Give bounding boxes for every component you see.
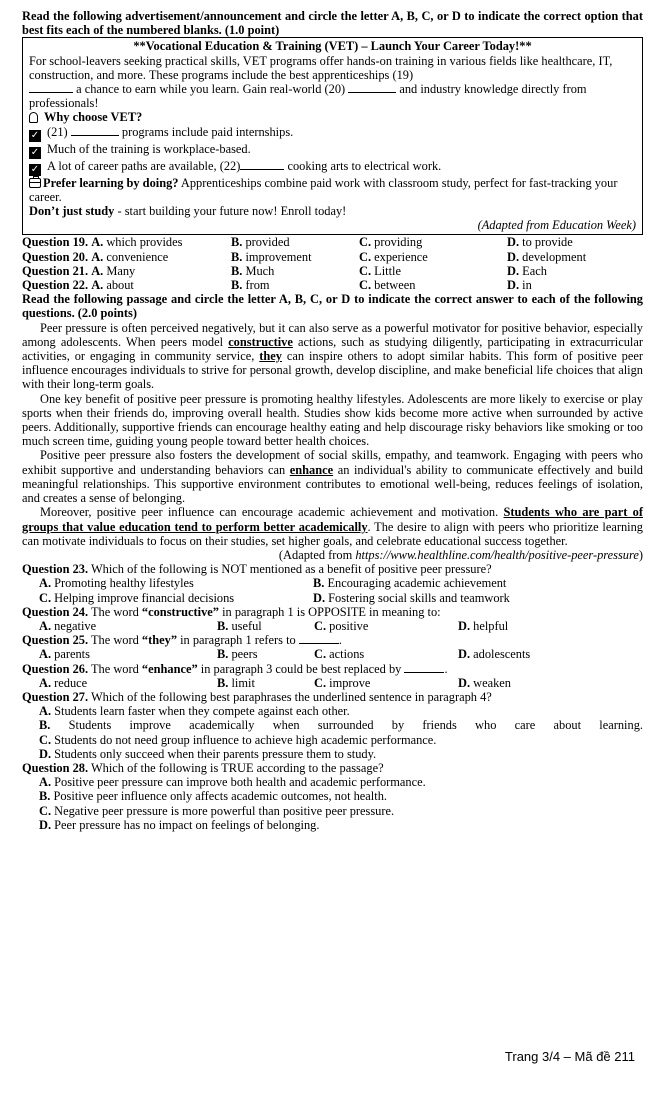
q22-c-text: between (371, 278, 416, 293)
blank-22 (240, 159, 284, 170)
bullet-2-text: Much of the training is workplace-based. (47, 141, 251, 156)
q26-options (22, 676, 643, 690)
q27-c: C. Students do not need group influence to achieve high academic performance. (39, 732, 437, 747)
q26-a-text: reduce (51, 675, 88, 690)
q25-text-b: in paragraph 1 refers to (177, 633, 296, 648)
q21-a-text: Many (103, 263, 136, 278)
q21-c-letter: C. (359, 263, 372, 278)
q24-a: A. negative (39, 618, 97, 633)
q25-c: C. actions (314, 647, 365, 662)
q23-d-text: Fostering social skills and teamwork (325, 590, 510, 605)
q27-b: B. Students improve academically when surrounded by friends who care about learning. (39, 718, 643, 733)
q24-text-b: in paragraph 1 is OPPOSITE in meaning to: (219, 604, 441, 619)
q25-label: Question 25. (22, 633, 89, 648)
q23-c-text: Helping improve financial decisions (51, 590, 235, 605)
q27-c-text: Students do not need group influence to achieve high academic performance. (51, 732, 437, 747)
q28-a-text: Positive peer pressure can improve both health and academic performance. (51, 775, 426, 790)
ad-source: (Adapted from Education Week) (477, 218, 636, 233)
q28-c-text: Negative peer pressure is more powerful than positive peer pressure. (51, 803, 395, 818)
p3-b: an individual's ability to communicate effectively and build meaningful relationships. This supportive environment contributes to emotional well-being, reduces feelings of isolation, and creates a sense of belonging. (22, 462, 643, 506)
q26-a: A. reduce (39, 675, 88, 690)
q19-b (231, 235, 359, 249)
q22-d-text: in (519, 278, 532, 293)
p1-c: can inspire others to adopt similar habits. This form of positive peer influence encourages individuals to strive for personal growth, develop discipline, and make beneficial life choices that align with their long-term goals. (22, 349, 643, 392)
question-22 (22, 278, 643, 292)
q20-b (231, 250, 359, 264)
q21-c-text: Little (371, 263, 401, 278)
q22-c (359, 278, 507, 292)
q28-d: D. Peer pressure has no impact on feelings of belonging. (39, 817, 320, 832)
q22-a (22, 278, 231, 292)
section2-instruction: Read the following passage and circle the letter A, B, C, or D to indicate the correct answer to each of the following questions. (2.0 points) (22, 292, 643, 321)
q20-b-letter: B. (231, 249, 243, 264)
q19-c-text: providing (371, 235, 423, 250)
q25-a: A. parents (39, 647, 90, 662)
q21-a (22, 264, 231, 278)
q23-label: Question 23. (22, 562, 89, 577)
dont-bold: Don’t just study (29, 204, 115, 219)
q23-a-text: Promoting healthy lifestyles (51, 576, 194, 591)
bullet-1-b: programs include paid internships. (121, 124, 294, 139)
question-21 (22, 264, 643, 278)
q21-b (231, 264, 359, 278)
page-footer: Trang 3/4 – Mã đề 211 (504, 1049, 635, 1064)
q21-b-letter: B. (231, 263, 243, 278)
q20-b-text: improvement (242, 249, 312, 264)
q19-b-text: provided (242, 235, 290, 250)
why-heading (29, 110, 636, 124)
question-27 (22, 690, 643, 704)
q22-b-letter: B. (231, 278, 243, 293)
ad-intro-part-a: For school-leavers seeking practical skills, VET programs offer hands-on training in various fields like healthcare, IT, construction, and more. These programs include the best apprenticeships (19) (29, 53, 613, 82)
q25-b-text: peers (228, 647, 258, 662)
q19-a (22, 235, 231, 249)
paragraph-2: One key benefit of positive peer pressure is promoting healthy lifestyles. Adolescents are more likely to exercise or play sports when their friends do, improving overall health. Studies show kids become more active when surrounded by active peers. Additionally, supportive friends can encourage healthy eating and help discourage risky behaviors like smoking or too much screen time, guiding young people toward better health choices. (22, 391, 643, 449)
bullet-3 (29, 159, 636, 176)
q20-a (22, 250, 231, 264)
q28-b: B. Positive peer influence only affects academic outcomes, not health. (39, 789, 387, 804)
q24-d-text: helpful (470, 618, 509, 633)
ad-title: **Vocational Education & Training (VET) – Launch Your Career Today!** (133, 39, 532, 54)
q24-c: C. positive (314, 618, 369, 633)
bullet-2 (29, 142, 636, 159)
ad-intro (29, 54, 636, 111)
q23-a: A. Promoting healthy lifestyles (39, 576, 194, 591)
checkbox-icon: ✓ (30, 163, 40, 175)
q28-a: A. Positive peer pressure can improve both health and academic performance. (39, 775, 426, 790)
source-suffix: ) (638, 547, 643, 562)
q22-b (231, 278, 359, 292)
blank-19 (29, 82, 73, 93)
q20-d (507, 250, 647, 264)
q26-d-text: weaken (470, 675, 511, 690)
q23-options-row1 (22, 576, 643, 590)
bullet-3-b: cooking arts to electrical work. (287, 158, 442, 173)
p3-a: Positive peer pressure also fosters the development of social skills, empathy, and teamwork. Engaging with peers who exhibit supportive and understanding behaviors can (22, 448, 643, 477)
q21-d-letter: D. (507, 263, 520, 278)
question-20 (22, 250, 643, 264)
bullet-3-a: A lot of career paths are available, (22) (47, 158, 241, 173)
p4-a: Moreover, positive peer influence can encourage academic achievement and motivation. (40, 505, 504, 520)
q25-c-text: actions (326, 647, 365, 662)
q23-text: Which of the following is NOT mentioned as a benefit of positive peer pressure? (88, 562, 492, 577)
q22-b-text: from (242, 278, 270, 293)
q26-blank (404, 662, 444, 673)
q21-b-text: Much (242, 263, 275, 278)
bullet-1-a: (21) (47, 124, 68, 139)
q21-d (507, 264, 647, 278)
q26-c: C. improve (314, 675, 371, 690)
q20-d-text: development (519, 249, 587, 264)
q21-a-letter: A. (91, 263, 104, 278)
q19-c (359, 235, 507, 249)
q27-b-text: Students improve academically when surrounded by friends who care about learning. (50, 718, 643, 733)
q25-blank (299, 633, 339, 644)
word-constructive: constructive (228, 334, 293, 349)
passage-source (22, 548, 643, 562)
q22-d (507, 278, 647, 292)
q26-text-b: in paragraph 3 could be best replaced by (197, 661, 402, 676)
why-heading-text: Why choose VET? (44, 110, 143, 125)
q28-text: Which of the following is TRUE according to the passage? (88, 760, 384, 775)
q22-a-letter: A. (91, 278, 104, 293)
q26-text-a: The word (88, 661, 142, 676)
q24-label: Question 24. (22, 604, 89, 619)
q20-label: Question 20. (22, 249, 89, 264)
q26-d: D. weaken (458, 675, 511, 690)
briefcase-icon (29, 178, 41, 188)
q27-text: Which of the following best paraphrases the underlined sentence in paragraph 4? (88, 689, 492, 704)
q22-a-text: about (103, 278, 134, 293)
dont-text: - start building your future now! Enroll today! (114, 204, 347, 219)
q24-b: B. useful (217, 618, 262, 633)
q25-word: “they” (141, 633, 178, 648)
prefer-text: Apprenticeships combine paid work with classroom study, perfect for fast-tracking your career. (29, 175, 618, 204)
prefer-bold: Prefer learning by doing? (43, 175, 179, 190)
q21-c (359, 264, 507, 278)
q23-c: C. Helping improve financial decisions (39, 590, 235, 605)
question-28 (22, 761, 643, 775)
q23-options-row2 (22, 591, 643, 605)
ad-intro-part-b: a chance to earn while you learn. Gain real-world (20) (76, 82, 346, 97)
blank-21 (71, 125, 119, 136)
paragraph-3 (22, 448, 643, 505)
q20-c (359, 250, 507, 264)
q20-c-text: experience (371, 249, 428, 264)
q19-d-letter: D. (507, 235, 520, 250)
q19-a-text: which provides (103, 235, 183, 250)
q24-d: D. helpful (458, 618, 509, 633)
q26-c-text: improve (326, 675, 371, 690)
q25-d: D. adolescents (458, 647, 531, 662)
q19-c-letter: C. (359, 235, 372, 250)
q27-a-text: Students learn faster when they compete against each other. (51, 704, 350, 719)
ad-intro-part-c: and industry knowledge directly from professionals! (29, 82, 587, 111)
paragraph-1 (22, 321, 643, 392)
prefer-line (29, 176, 636, 204)
q21-d-text: Each (519, 263, 547, 278)
checkbox-icon: ✓ (30, 129, 40, 141)
q22-c-letter: C. (359, 278, 372, 293)
q24-c-text: positive (326, 618, 369, 633)
q26-label: Question 26. (22, 661, 89, 676)
p1-a: Peer pressure is often perceived negatively, but it can also serve as a powerful motivator for positive behavior, especially among adolescents. When peers model (22, 320, 643, 349)
q23-d: D. Fostering social skills and teamwork (313, 590, 510, 605)
question-25: Question 25. The word “they” in paragraph 1 refers to . (22, 633, 342, 648)
q25-b: B. peers (217, 647, 258, 662)
q27-d-text: Students only succeed when their parents pressure them to study. (51, 746, 377, 761)
q24-text-a: The word (88, 604, 142, 619)
q20-a-letter: A. (91, 249, 104, 264)
question-26: Question 26. The word “enhance” in paragraph 3 could be best replaced by . (22, 661, 448, 676)
q19-b-letter: B. (231, 235, 243, 250)
q24-a-text: negative (51, 618, 97, 633)
word-they: they (259, 349, 282, 364)
question-19 (22, 235, 643, 249)
q23-b: B. Encouraging academic achievement (313, 576, 507, 591)
question-23 (22, 562, 643, 576)
dont-line (29, 204, 636, 218)
blank-20 (348, 82, 396, 93)
q19-label: Question 19. (22, 235, 89, 250)
bullet-1 (29, 125, 636, 142)
p1-b: actions, such as studying diligently, participating in extracurricular activities, or engaging in community service, (22, 334, 643, 364)
q28-c: C. Negative peer pressure is more powerful than positive peer pressure. (39, 803, 395, 818)
q28-label: Question 28. (22, 760, 89, 775)
q24-b-text: useful (228, 618, 262, 633)
q23-b-text: Encouraging academic achievement (324, 576, 507, 591)
q26-word: “enhance” (141, 661, 198, 676)
q26-b: B. limit (217, 675, 255, 690)
q19-a-letter: A. (91, 235, 104, 250)
source-prefix: (Adapted from (278, 547, 356, 562)
q28-b-text: Positive peer influence only affects academic outcomes, not health. (50, 789, 387, 804)
q27-a: A. Students learn faster when they compete against each other. (39, 704, 350, 719)
q25-text-a: The word (88, 633, 142, 648)
section1-questions (22, 235, 643, 292)
q24-options (22, 619, 643, 633)
q25-d-text: adolescents (470, 647, 531, 662)
q26-b-text: limit (228, 675, 255, 690)
q20-d-letter: D. (507, 249, 520, 264)
advertisement-box (22, 37, 643, 235)
section1-instruction: Read the following advertisement/announcement and circle the letter A, B, C, or D to indicate the correct option that best fits each of the numbered blanks. (1.0 point) (22, 9, 643, 38)
checkbox-icon: ✓ (30, 146, 40, 158)
q19-d (507, 235, 647, 249)
source-url: https://www.healthline.com/health/positive-peer-pressure (355, 547, 639, 562)
q20-a-text: convenience (103, 249, 169, 264)
q21-label: Question 21. (22, 263, 89, 278)
q28-d-text: Peer pressure has no impact on feelings of belonging. (51, 817, 320, 832)
q22-label: Question 22. (22, 278, 89, 293)
q25-a-text: parents (51, 647, 90, 662)
p4-b: . The desire to align with peers who prioritize learning can motivate individuals to focus on their studies, set higher goals, and celebrate educational success together. (22, 519, 643, 548)
q27-d: D. Students only succeed when their parents pressure them to study. (39, 746, 377, 761)
q24-word: “constructive” (141, 604, 219, 619)
q25-options (22, 647, 643, 661)
q27-label: Question 27. (22, 689, 89, 704)
q19-d-text: to provide (519, 235, 573, 250)
lightbulb-icon (29, 112, 38, 123)
word-enhance: enhance (289, 462, 334, 477)
paragraph-4 (22, 505, 643, 548)
q20-c-letter: C. (359, 249, 372, 264)
q22-d-letter: D. (507, 278, 520, 293)
question-24 (22, 605, 643, 619)
underlined-sentence: Students who are part of groups that value education tend to perform better academically (22, 505, 643, 534)
